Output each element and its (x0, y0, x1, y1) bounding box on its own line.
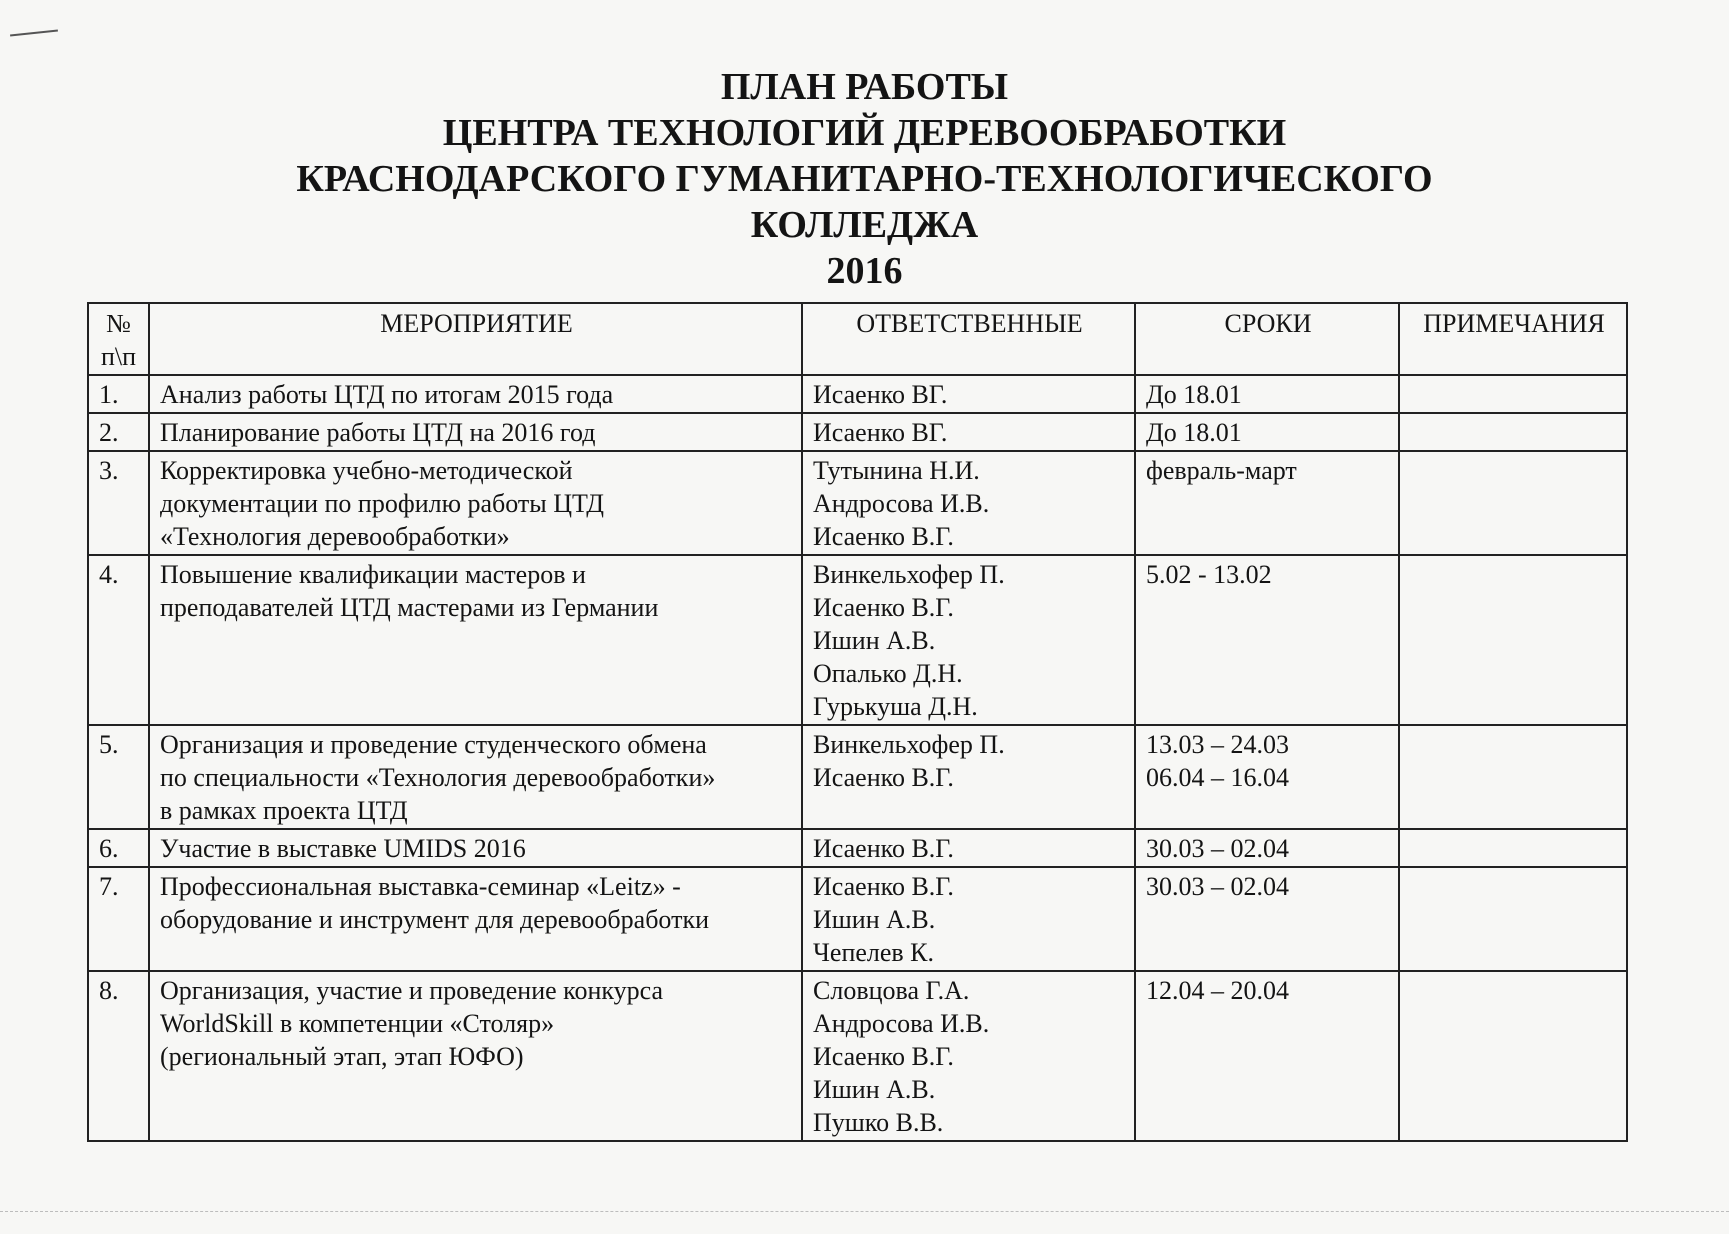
row-number: 1. (88, 375, 149, 413)
table-row (88, 451, 1627, 555)
responsible-person: Исаенко ВГ. (813, 418, 948, 447)
responsible-cell (802, 829, 1135, 867)
date-range: 12.04 – 20.04 (1146, 976, 1289, 1005)
responsible-person: Винкельхофер П. (813, 730, 1005, 759)
responsible-person: Исаенко В.Г. (813, 763, 954, 792)
responsible-person: Андросова И.В. (813, 1009, 990, 1038)
responsible-person: Исаенко В.Г. (813, 872, 954, 901)
responsible-person: Чепелев К. (813, 938, 935, 967)
responsible-cell (802, 375, 1135, 413)
event-line: в рамках проекта ЦТД (160, 796, 408, 825)
responsible-cell (802, 971, 1135, 1141)
notes-cell (1399, 413, 1627, 451)
responsible-person: Ишин А.В. (813, 905, 936, 934)
title-line-1: ПЛАН РАБОТЫ (720, 66, 1009, 108)
dates-cell (1135, 867, 1399, 971)
row-number: 4. (88, 555, 149, 725)
event-line: WorldSkill в компетенции «Столяр» (160, 1009, 555, 1038)
event-line: Организация, участие и проведение конкурса (160, 976, 664, 1005)
header-number-abbr: п\п (100, 342, 137, 371)
date-range: 06.04 – 16.04 (1146, 763, 1289, 792)
event-cell (149, 829, 802, 867)
notes-cell (1399, 451, 1627, 555)
event-line: оборудование и инструмент для деревообработки (160, 905, 709, 934)
date-range: февраль-март (1146, 456, 1297, 485)
dates-cell (1135, 413, 1399, 451)
notes-cell (1399, 829, 1627, 867)
event-cell (149, 413, 802, 451)
notes-cell (1399, 375, 1627, 413)
event-line: «Технология деревообработки» (160, 522, 510, 551)
header-notes: ПРИМЕЧАНИЯ (1399, 303, 1627, 375)
row-number: 5. (88, 725, 149, 829)
notes-cell (1399, 725, 1627, 829)
event-cell (149, 451, 802, 555)
responsible-cell (802, 725, 1135, 829)
event-line: Организация и проведение студенческого обмена (160, 730, 707, 759)
responsible-person: Пушко В.В. (813, 1108, 944, 1137)
scan-edge-mark (10, 29, 58, 36)
page-fold-line (0, 1211, 1729, 1212)
date-range: До 18.01 (1146, 380, 1242, 409)
table-row (88, 829, 1627, 867)
table-row (88, 375, 1627, 413)
document-title (0, 64, 1729, 294)
event-line: Анализ работы ЦТД по итогам 2015 года (160, 380, 614, 409)
event-cell (149, 971, 802, 1141)
title-line-3: КРАСНОДАРСКОГО ГУМАНИТАРНО-ТЕХНОЛОГИЧЕСКОГО (296, 158, 1433, 200)
notes-cell (1399, 971, 1627, 1141)
work-plan-table (87, 302, 1628, 1142)
event-cell (149, 725, 802, 829)
dates-cell (1135, 829, 1399, 867)
responsible-person: Словцова Г.А. (813, 976, 970, 1005)
responsible-person: Исаенко В.Г. (813, 593, 954, 622)
table-row (88, 971, 1627, 1141)
title-line-2: ЦЕНТРА ТЕХНОЛОГИЙ ДЕРЕВООБРАБОТКИ (442, 112, 1287, 154)
event-line: документации по профилю работы ЦТД (160, 489, 605, 518)
table-row (88, 555, 1627, 725)
dates-cell (1135, 375, 1399, 413)
header-event: МЕРОПРИЯТИЕ (149, 303, 802, 375)
responsible-person: Андросова И.В. (813, 489, 990, 518)
event-line: Повышение квалификации мастеров и (160, 560, 586, 589)
table-row (88, 725, 1627, 829)
responsible-person: Исаенко В.Г. (813, 1042, 954, 1071)
notes-cell (1399, 555, 1627, 725)
table-body (88, 375, 1627, 1141)
date-range: 30.03 – 02.04 (1146, 834, 1289, 863)
responsible-person: Исаенко В.Г. (813, 522, 954, 551)
responsible-person: Винкельхофер П. (813, 560, 1005, 589)
date-range: 13.03 – 24.03 (1146, 730, 1289, 759)
event-line: Участие в выставке UMIDS 2016 (160, 834, 526, 863)
row-number: 6. (88, 829, 149, 867)
header-number (88, 303, 149, 375)
responsible-person: Исаенко В.Г. (813, 834, 954, 863)
dates-cell (1135, 555, 1399, 725)
event-line: Профессиональная выставка-семинар «Leitz» - (160, 872, 681, 901)
event-line: преподавателей ЦТД мастерами из Германии (160, 593, 659, 622)
responsible-cell (802, 413, 1135, 451)
row-number: 8. (88, 971, 149, 1141)
date-range: 30.03 – 02.04 (1146, 872, 1289, 901)
header-dates: СРОКИ (1135, 303, 1399, 375)
event-cell (149, 867, 802, 971)
row-number: 2. (88, 413, 149, 451)
responsible-cell (802, 451, 1135, 555)
table-row (88, 413, 1627, 451)
responsible-person: Гурькуша Д.Н. (813, 692, 978, 721)
responsible-person: Опалько Д.Н. (813, 659, 963, 688)
responsible-person: Исаенко ВГ. (813, 380, 948, 409)
responsible-person: Ишин А.В. (813, 626, 936, 655)
responsible-cell (802, 555, 1135, 725)
date-range: 5.02 - 13.02 (1146, 560, 1272, 589)
event-cell (149, 375, 802, 413)
event-line: (региональный этап, этап ЮФО) (160, 1042, 524, 1071)
event-line: Корректировка учебно-методической (160, 456, 573, 485)
event-line: Планирование работы ЦТД на 2016 год (160, 418, 596, 447)
date-range: До 18.01 (1146, 418, 1242, 447)
header-responsible: ОТВЕТСТВЕННЫЕ (802, 303, 1135, 375)
notes-cell (1399, 867, 1627, 971)
title-year: 2016 (826, 250, 903, 292)
responsible-person: Ишин А.В. (813, 1075, 936, 1104)
responsible-person: Тутынина Н.И. (813, 456, 980, 485)
table-header-row (88, 303, 1627, 375)
row-number: 3. (88, 451, 149, 555)
title-line-4: КОЛЛЕДЖА (750, 204, 979, 246)
table-row (88, 867, 1627, 971)
dates-cell (1135, 971, 1399, 1141)
dates-cell (1135, 725, 1399, 829)
event-cell (149, 555, 802, 725)
row-number: 7. (88, 867, 149, 971)
dates-cell (1135, 451, 1399, 555)
event-line: по специальности «Технология деревообработки» (160, 763, 716, 792)
header-number-symbol: № (106, 309, 131, 338)
responsible-cell (802, 867, 1135, 971)
